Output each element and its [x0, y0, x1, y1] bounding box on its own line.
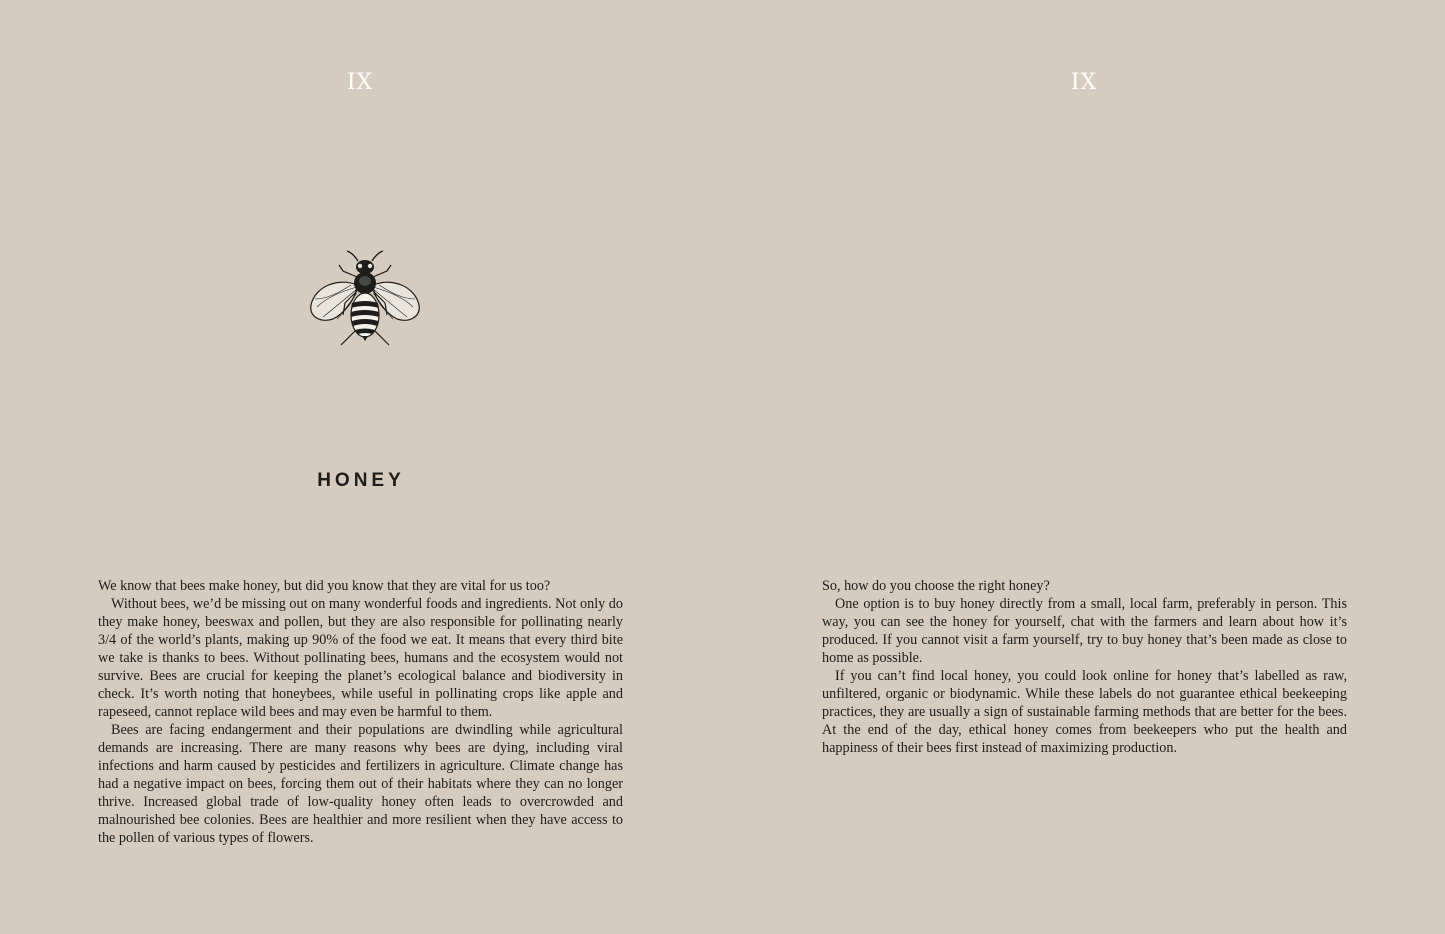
paragraph: Without bees, we’d be missing out on many wonderful foods and ingredients. Not only do they make honey, beeswax and pollen, but they are also responsible for pollinating nearly 3/4 of the world’s plants, making up 90% of the food we eat. It means that every third bite we take is thanks to bees. Without pollinating bees, humans and the ecosystem would not survive. Bees are crucial for keeping the planet’s ecological balance and biodiversity in check. It’s worth noting that honeybees, while useful in pollinating crops like apple and rapeseed, cannot replace wild bees and may even be harmful to them. [98, 596, 623, 720]
right-folio: IX [1070, 70, 1098, 95]
paragraph: Bees are facing endangerment and their populations are dwindling while agricultural demands are increasing. There are many reasons why bees are dying, including viral infections and harm caused by pesticides and fertilizers in agriculture. Climate change has had a negative impact on bees, forcing them out of their habitats where they can no longer thrive. Increased global trade of low-quality honey often leads to overcrowded and malnourished bee colonies. Bees are healthier and more resilient when they have access to the pollen of various types of flowers. [98, 722, 623, 846]
paragraph: If you can’t find local honey, you could look online for honey that’s labelled as raw, unfiltered, organic or biodynamic. While these labels do not guarantee ethical beekeeping practices, they are usually a sign of sustainable farming methods that are better for the bees. At the end of the day, ethical honey comes from beekeepers who put the health and happiness of their bees first instead of maximizing production. [822, 668, 1347, 756]
right-page [723, 0, 1445, 934]
paragraph: So, how do you choose the right honey? [822, 578, 1050, 594]
left-body-text [98, 577, 623, 847]
chapter-title: HONEY [317, 470, 405, 491]
paragraph: One option is to buy honey directly from a small, local farm, preferably in person. This way, you can see the honey for yourself, chat with the farmers and learn about how it’s produced. If you cannot visit a farm yourself, try to buy honey that’s been made as close to home as possible. [822, 596, 1347, 666]
left-page [0, 0, 722, 934]
left-folio: IX [346, 70, 374, 95]
paragraph: We know that bees make honey, but did you know that they are vital for us too? [98, 578, 551, 594]
bee-icon [307, 247, 423, 349]
right-body-text [822, 577, 1347, 757]
